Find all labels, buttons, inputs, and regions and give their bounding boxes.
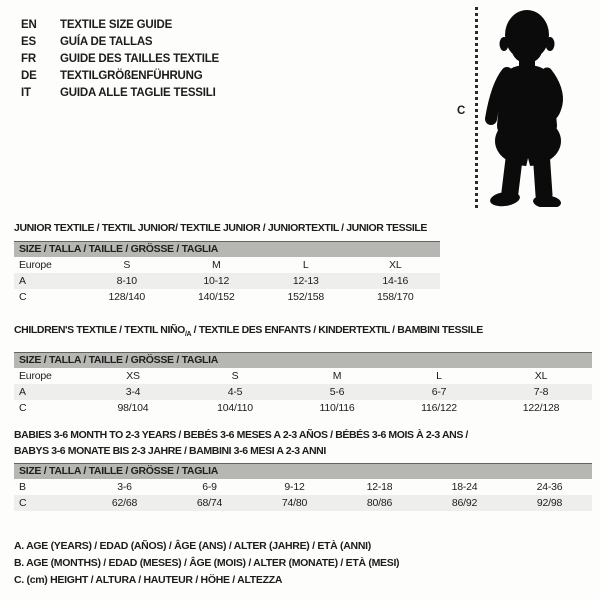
size-table-block-children [14, 322, 592, 416]
size-cell: 104/110 [217, 402, 253, 415]
language-title: TEXTILE SIZE GUIDE [60, 18, 173, 31]
size-cell: 128/140 [108, 291, 146, 303]
height-measure-dashed-line [475, 7, 478, 209]
language-title: GUIDA ALLE TAGLIE TESSILI [60, 86, 216, 99]
table-title-segment: BABYS 3-6 MONATE BIS 2-3 JAHRE / BAMBINI 3-6 MESI A 2-3 ANNI [14, 445, 326, 457]
size-cell: 140/152 [197, 291, 235, 303]
toddler-silhouette-icon [483, 7, 571, 207]
row-label: A [14, 273, 82, 289]
size-cell: 110/116 [319, 402, 355, 415]
language-row [21, 84, 219, 101]
size-cell: 10-12 [172, 273, 262, 289]
language-title: GUIDE DES TAILLES TEXTILE [60, 52, 219, 65]
size-cell: 6-7 [388, 384, 490, 400]
language-row [21, 16, 219, 33]
height-measure-label: C [457, 105, 466, 117]
language-code: IT [21, 86, 31, 99]
size-cell: XL [534, 370, 548, 383]
footnote-line: B. AGE (MONTHS) / EDAD (MESES) / ÂGE (MOIS) / ALTER (MONATE) / ETÀ (MESI) [14, 557, 400, 569]
row-label: A [14, 384, 82, 400]
size-cell: 12-13 [261, 273, 351, 289]
table-title [14, 322, 592, 343]
size-cell: 12-18 [366, 481, 393, 493]
size-cell: 122/128 [522, 402, 560, 415]
size-cell: 8-10 [82, 273, 172, 289]
table-title [14, 427, 592, 443]
language-code: FR [21, 52, 36, 65]
language-title: TEXTILGRÖßENFÜHRUNG [60, 69, 203, 82]
footnote-line: C. (cm) HEIGHT / ALTURA / HAUTEUR / HÖHE / ALTEZZA [14, 574, 283, 586]
size-table-children [14, 352, 592, 416]
row-label: C [14, 495, 82, 511]
size-cell: 80/86 [337, 495, 422, 511]
language-row [21, 33, 219, 50]
size-cell: 4-5 [184, 384, 286, 400]
footnotes [14, 538, 399, 589]
size-cell: 86/92 [422, 495, 507, 511]
table-title-segment: CHILDREN'S TEXTILE / TEXTIL NIÑO [14, 324, 185, 336]
size-cell: 9-12 [284, 481, 305, 493]
row-label: Europe [19, 259, 52, 271]
size-cell: 14-16 [351, 273, 441, 289]
size-cell: L [302, 259, 309, 271]
size-cell: 18-24 [451, 481, 478, 493]
size-cell: 152/158 [287, 291, 325, 303]
size-header-bar: SIZE / TALLA / TAILLE / GRÖSSE / TAGLIA [14, 241, 440, 257]
row-label: Europe [19, 370, 52, 383]
size-cell: 6-9 [202, 481, 217, 493]
size-cell: 68/74 [167, 495, 252, 511]
size-cell: L [436, 370, 442, 383]
size-cell: 92/98 [507, 495, 592, 511]
size-cell: 3-6 [117, 481, 132, 493]
size-cell: 5-6 [286, 384, 388, 400]
size-cell: 62/68 [82, 495, 167, 511]
size-table-block-babies [14, 427, 592, 511]
size-cell: 116/122 [421, 402, 457, 415]
row-label: B [19, 481, 26, 493]
language-row [21, 50, 219, 67]
language-code: ES [21, 35, 36, 48]
language-row [21, 67, 219, 84]
table-title-segment: JUNIOR TEXTILE / TEXTIL JUNIOR/ TEXTILE JUNIOR / JUNIORTEXTIL / JUNIOR TESSILE [14, 222, 427, 234]
size-table-junior [14, 241, 440, 305]
language-code: EN [21, 18, 37, 31]
row-label: C [19, 291, 27, 303]
size-cell: 98/104 [117, 402, 149, 415]
size-header-bar: SIZE / TALLA / TAILLE / GRÖSSE / TAGLIA [14, 352, 592, 368]
size-cell: M [332, 370, 342, 383]
row-label: C [19, 402, 27, 415]
size-cell: 74/80 [252, 495, 337, 511]
table-title-segment: BABIES 3-6 MONTH TO 2-3 YEARS / BEBÉS 3-6 MESES A 2-3 AÑOS / BÉBÉS 3-6 MOIS À 2-3 ANS / [14, 429, 468, 441]
size-cell: 158/170 [376, 291, 414, 303]
language-title: GUÍA DE TALLAS [60, 35, 153, 48]
size-cell: 24-36 [536, 481, 563, 493]
size-cell: XL [389, 259, 402, 271]
table-title [14, 220, 592, 236]
table-title [14, 443, 592, 459]
language-list [21, 16, 219, 101]
footnote-line: A. AGE (YEARS) / EDAD (AÑOS) / ÂGE (ANS) / ALTER (JAHRE) / ETÀ (ANNI) [14, 540, 371, 552]
size-cell: M [211, 259, 221, 271]
size-header-bar: SIZE / TALLA / TAILLE / GRÖSSE / TAGLIA [14, 463, 592, 479]
size-table-babies [14, 463, 592, 511]
table-title-segment: / TEXTILE DES ENFANTS / KINDERTEXTIL / BAMBINI TESSILE [191, 324, 483, 336]
size-cell: 7-8 [490, 384, 592, 400]
table-title-segment: /A [184, 331, 192, 339]
size-table-block-junior [14, 220, 592, 305]
size-cell: S [123, 259, 131, 271]
language-code: DE [21, 69, 37, 82]
size-cell: XS [126, 370, 140, 383]
size-cell: 3-4 [82, 384, 184, 400]
figure-area [450, 4, 585, 214]
size-cell: S [231, 370, 239, 383]
